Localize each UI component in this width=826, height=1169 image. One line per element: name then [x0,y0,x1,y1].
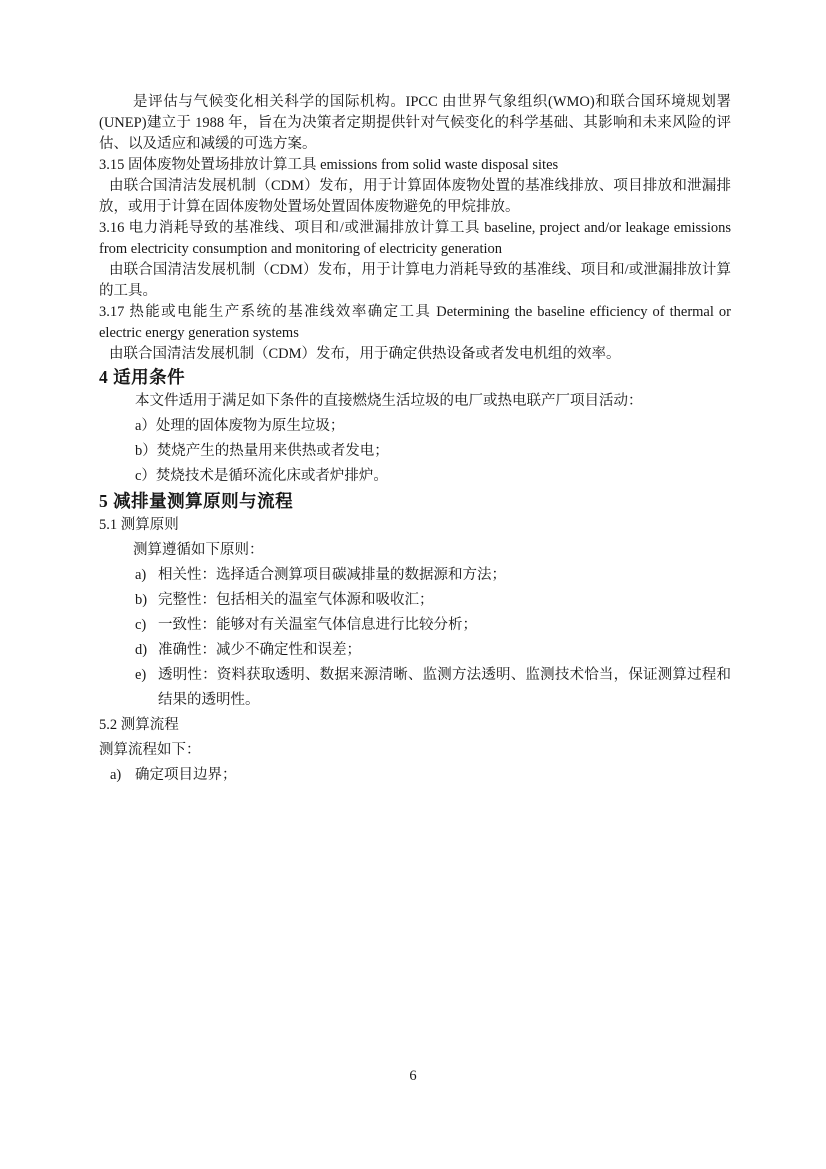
section-4-item-a: a）处理的固体废物为原生垃圾； [135,418,345,434]
list-marker: d) [135,642,148,658]
list-marker: e) [135,667,147,683]
list-item-text: 完整性：包括相关的温室气体源和吸收汇； [158,592,434,608]
list-item-text: 透明性：资料获取透明、数据来源清晰、监测方法透明、监测技术恰当，保证测算过程和结果的透明性。 [158,667,731,708]
list-item-text: 确定项目边界； [135,767,237,783]
term-3-15-heading: 3.15 固体废物处置场排放计算工具 emissions from solid waste disposal sites [99,157,559,173]
list-marker: c) [135,617,147,633]
term-3-15-body: 由联合国清洁发展机制（CDM）发布，用于计算固体废物处置的基准线排放、项目排放和泄漏排放，或用于计算在固体废物处置场处置固体废物避免的甲烷排放。 [99,178,731,215]
list-marker: a) [110,767,122,783]
list-marker: a) [135,567,147,583]
page-content [99,92,731,788]
list-item-text: 一致性：能够对有关温室气体信息进行比较分析； [158,617,477,633]
section-5-heading: 5 减排量测算原则与流程 [99,491,294,511]
procedure-item-a [99,763,731,788]
principle-item-d [99,638,731,663]
term-3-16-heading: 3.16 电力消耗导致的基准线、项目和/或泄漏排放计算工具 baseline, project and/or leakage emissions from electricity consumption and monitoring of electricity generation [99,220,731,257]
principle-item-a [99,563,731,588]
section-4-item-c: c）焚烧技术是循环流化床或者炉排炉。 [135,468,388,484]
section-5-2-intro: 测算流程如下： [99,742,201,758]
principle-item-c [99,613,731,638]
page-number: 6 [409,1068,417,1084]
principle-item-e [99,663,731,713]
section-5-1-intro: 测算遵循如下原则： [133,542,264,558]
section-5-2-heading: 5.2 测算流程 [99,717,179,733]
section-4-intro: 本文件适用于满足如下条件的直接燃烧生活垃圾的电厂或热电联产厂项目活动： [135,393,643,409]
list-item-text: 相关性：选择适合测算项目碳减排量的数据源和方法； [158,567,506,583]
section-4-heading: 4 适用条件 [99,367,186,387]
list-marker: b) [135,592,148,608]
paragraph-ipcc-definition: 是评估与气候变化相关科学的国际机构。IPCC 由世界气象组织(WMO)和联合国环境规划署(UNEP)建立于 1988 年，旨在为决策者定期提供针对气候变化的科学基础、其影响和未来风险的评估、以及适应和减缓的可选方案。 [99,94,731,152]
term-3-17-heading: 3.17 热能或电能生产系统的基准线效率确定工具 Determining the baseline efficiency of thermal or electric energy generation systems [99,304,731,341]
section-4-item-b: b）焚烧产生的热量用来供热或者发电； [135,443,389,459]
term-3-17-body: 由联合国清洁发展机制（CDM）发布，用于确定供热设备或者发电机组的效率。 [109,346,621,362]
term-3-16-body: 由联合国清洁发展机制（CDM）发布，用于计算电力消耗导致的基准线、项目和/或泄漏排放计算的工具。 [99,262,731,299]
principle-item-b [99,588,731,613]
section-5-1-heading: 5.1 测算原则 [99,517,179,533]
list-item-text: 准确性：减少不确定性和误差； [158,642,361,658]
